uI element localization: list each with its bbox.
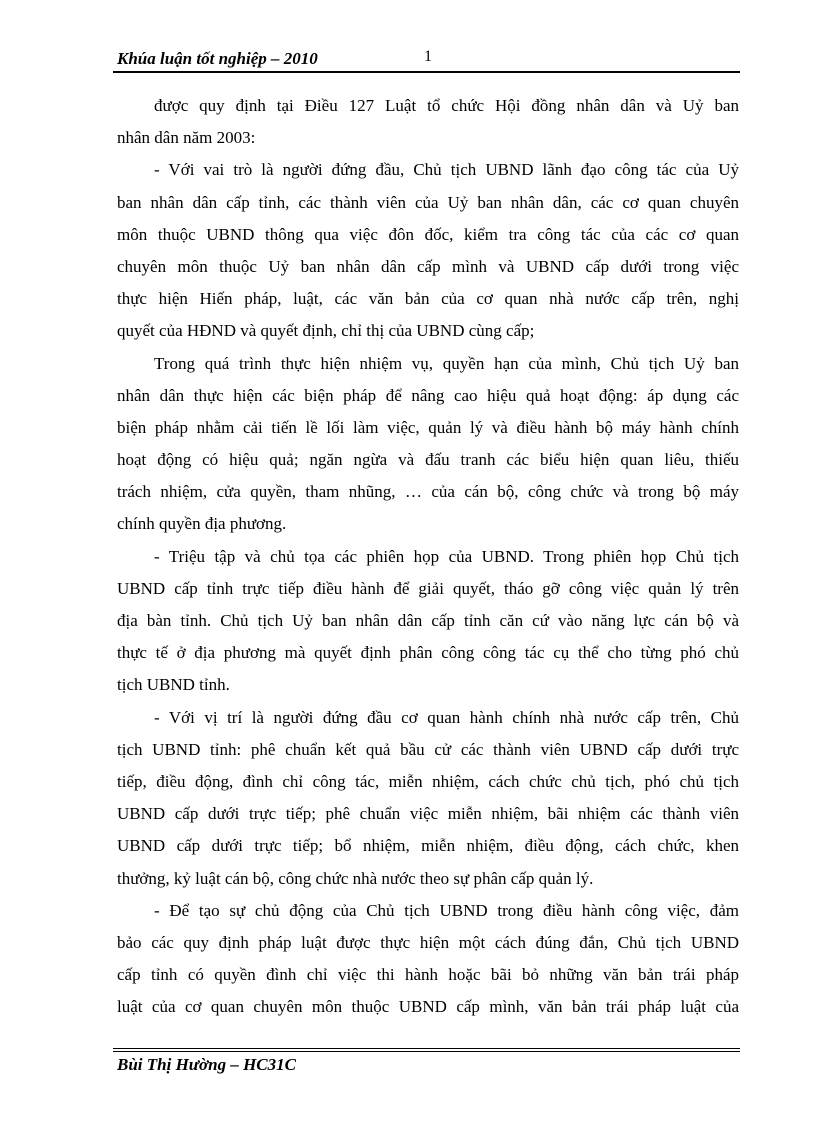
text-line: cấp tỉnh có quyền đình chỉ việc thi hành hoặc bãi bỏ những văn bản trái pháp [117,965,739,985]
text-line: chính quyền địa phương. [117,514,287,534]
text-line: UBND cấp tỉnh trực tiếp điều hành để giải quyết, tháo gỡ công việc quản lý trên [117,578,739,598]
header-divider [113,71,740,73]
text-line: UBND cấp dưới trực tiếp; bổ nhiệm, miễn nhiệm, điều động, cách chức, khen [117,836,739,856]
text-line: - Với vai trò là người đứng đầu, Chủ tịch UBND lãnh đạo công tác của Uỷ [154,160,739,180]
text-line: hoạt động có hiệu quả; ngăn ngừa và đấu tranh các biểu hiện quan liêu, thiếu [117,450,739,470]
text-line: thực tế ở địa phương mà quyết định phân công công tác cụ thể cho từng phó chủ [117,643,739,663]
text-line: ban nhân dân cấp tỉnh, các thành viên của Uỷ ban nhân dân, các cơ quan chuyên [117,192,739,212]
text-line: quyết của HĐND và quyết định, chỉ thị của UBND cùng cấp; [117,321,535,341]
text-line: tịch UBND tỉnh. [117,675,230,695]
text-line: bảo các quy định pháp luật được thực hiện một cách đúng đắn, Chủ tịch UBND [117,932,739,952]
text-line: biện pháp nhằm cải tiến lề lối làm việc, quản lý và điều hành bộ máy hành chính [117,417,739,437]
text-line: - Để tạo sự chủ động của Chủ tịch UBND trong điều hành công việc, đảm [154,900,739,920]
text-line: môn thuộc UBND thông qua việc đôn đốc, kiểm tra công tác của các cơ quan [117,224,739,244]
footer-author: Bùi Thị Hường – HC31C [117,1055,296,1074]
text-line: trách nhiệm, cửa quyền, tham nhũng, … của cán bộ, công chức và trong bộ máy [117,482,739,502]
text-line: tịch UBND tỉnh: phê chuẩn kết quả bầu cử các thành viên UBND cấp dưới trực [117,739,739,759]
text-line: tiếp, điều động, đình chỉ công tác, miễn nhiệm, cách chức chủ tịch, phó chủ tịch [117,771,739,791]
text-line: - Với vị trí là người đứng đầu cơ quan hành chính nhà nước cấp trên, Chủ [154,707,739,727]
text-line: UBND cấp dưới trực tiếp; phê chuẩn việc miễn nhiệm, bãi nhiệm các thành viên [117,804,739,824]
text-line: nhân dân thực hiện các biện pháp để nâng cao hiệu quả hoạt động: áp dụng các [117,385,739,405]
text-line: thực hiện Hiến pháp, luật, các văn bản của cơ quan nhà nước cấp trên, nghị [117,289,739,309]
text-line: chuyên môn thuộc Uỷ ban nhân dân cấp mình và UBND cấp dưới trong việc [117,256,739,276]
text-line: địa bàn tỉnh. Chủ tịch Uỷ ban nhân dân cấp tỉnh căn cứ vào năng lực cán bộ và [117,611,739,630]
footer-divider [113,1048,740,1052]
header-title: Khúa luận tốt nghiệp – 2010 [117,49,318,68]
text-line: được quy định tại Điều 127 Luật tổ chức Hội đồng nhân dân và Uỷ ban [154,96,739,115]
text-line: nhân dân năm 2003: [117,128,256,148]
page-number: 1 [424,48,432,65]
document-body [117,92,739,1025]
text-line: Trong quá trình thực hiện nhiệm vụ, quyền hạn của mình, Chủ tịch Uỷ ban [154,353,739,373]
text-line: - Triệu tập và chủ tọa các phiên họp của UBND. Trong phiên họp Chủ tịch [154,546,739,566]
text-line: luật của cơ quan chuyên môn thuộc UBND cấp mình, văn bản trái pháp luật của [117,997,739,1017]
text-line: thưởng, kỷ luật cán bộ, công chức nhà nước theo sự phân cấp quản lý. [117,868,594,888]
